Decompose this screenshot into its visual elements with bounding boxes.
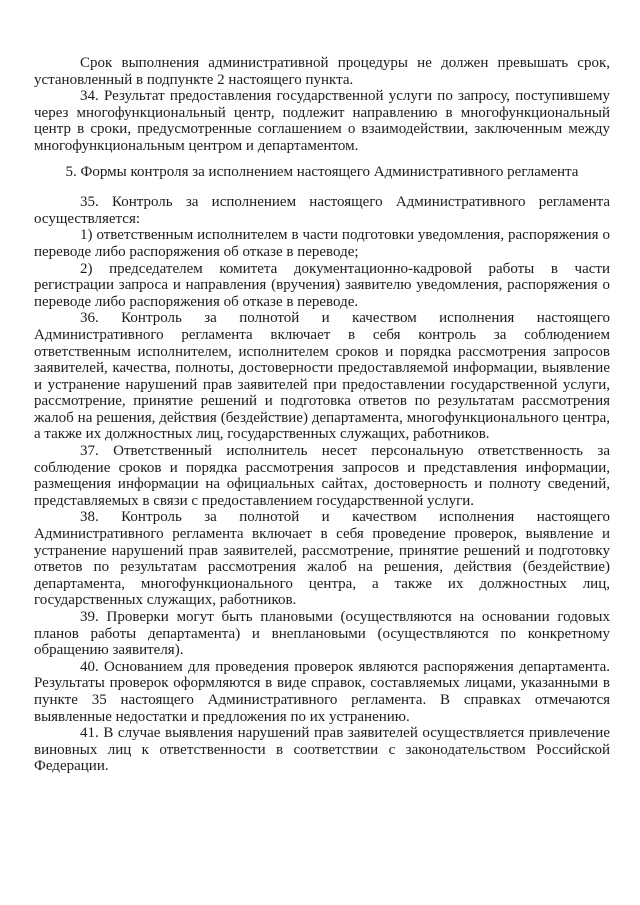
paragraph-35: 35. Контроль за исполнением настоящего Административного регламента осуществляется: xyxy=(34,194,610,227)
paragraph-41: 41. В случае выявления нарушений прав заявителей осуществляется привлечение виновных лиц к ответственности в соответствии с законодательством Российской Федерации. xyxy=(34,725,610,775)
paragraph-38: 38. Контроль за полнотой и качеством исполнения настоящего Административного регламента включает в себя проведение проверок, выявление и устранение нарушений прав заявителей, рассмотрение, принятие решений и подготовку ответов по результатам рассмотрения жалоб на решения, действия (бездействие) департамента, многофункционального центра, а также их должностных лиц, государственных служащих, работников. xyxy=(34,509,610,609)
paragraph-34: 34. Результат предоставления государственной услуги по запросу, поступившему через многофункциональный центр, подлежит направлению в многофункциональный центр в сроки, предусмотренные соглашением о взаимодействии, заключенным между многофункциональным центром и департаментом. xyxy=(34,88,610,154)
paragraph-continuation: Срок выполнения административной процедуры не должен превышать срок, установленный в подпункте 2 настоящего пункта. xyxy=(34,55,610,88)
paragraph-35-item-1: 1) ответственным исполнителем в части подготовки уведомления, распоряжения о переводе либо распоряжения об отказе в переводе; xyxy=(34,227,610,260)
paragraph-35-item-2: 2) председателем комитета документационно-кадровой работы в части регистрации запроса и направления (вручения) заявителю уведомления, распоряжения о переводе либо распоряжения об отказе в переводе. xyxy=(34,260,610,310)
paragraph-40: 40. Основанием для проведения проверок являются распоряжения департамента. Результаты проверок оформляются в виде справок, составляемых лицами, указанными в пункте 35 настоящего Административного регламента. В справках отмечаются выявленные недостатки и предложения по их устранению. xyxy=(34,658,610,725)
paragraph-37: 37. Ответственный исполнитель несет персональную ответственность за соблюдение сроков и порядка рассмотрения запросов и представления информации, размещения информации на официальных сайтах, достоверность и полноту сведений, представляемых в связи с предоставлением государственной услуги. xyxy=(34,443,610,509)
section-5-heading: 5. Формы контроля за исполнением настоящего Административного регламента xyxy=(65,163,579,180)
paragraph-36: 36. Контроль за полнотой и качеством исполнения настоящего Административного регламента включает в себя контроль за соблюдением ответственным исполнителем, исполнителем сроков и порядка рассмотрения запросов заявителей, качества, полноты, достоверности предоставляемой информации, выявление и устранение нарушений прав заявителей при предоставлении государственной услуги, рассмотрение, принятие решений и подготовка ответов по результатам рассмотрения жалоб на решения, действия (бездействие) департамента, многофункционального центра, а также их должностных лиц, государственных служащих, работников. xyxy=(34,310,610,443)
paragraph-39: 39. Проверки могут быть плановыми (осуществляются на основании годовых планов работы департамента) и внеплановыми (осуществляются по конкретному обращению заявителя). xyxy=(34,609,610,659)
